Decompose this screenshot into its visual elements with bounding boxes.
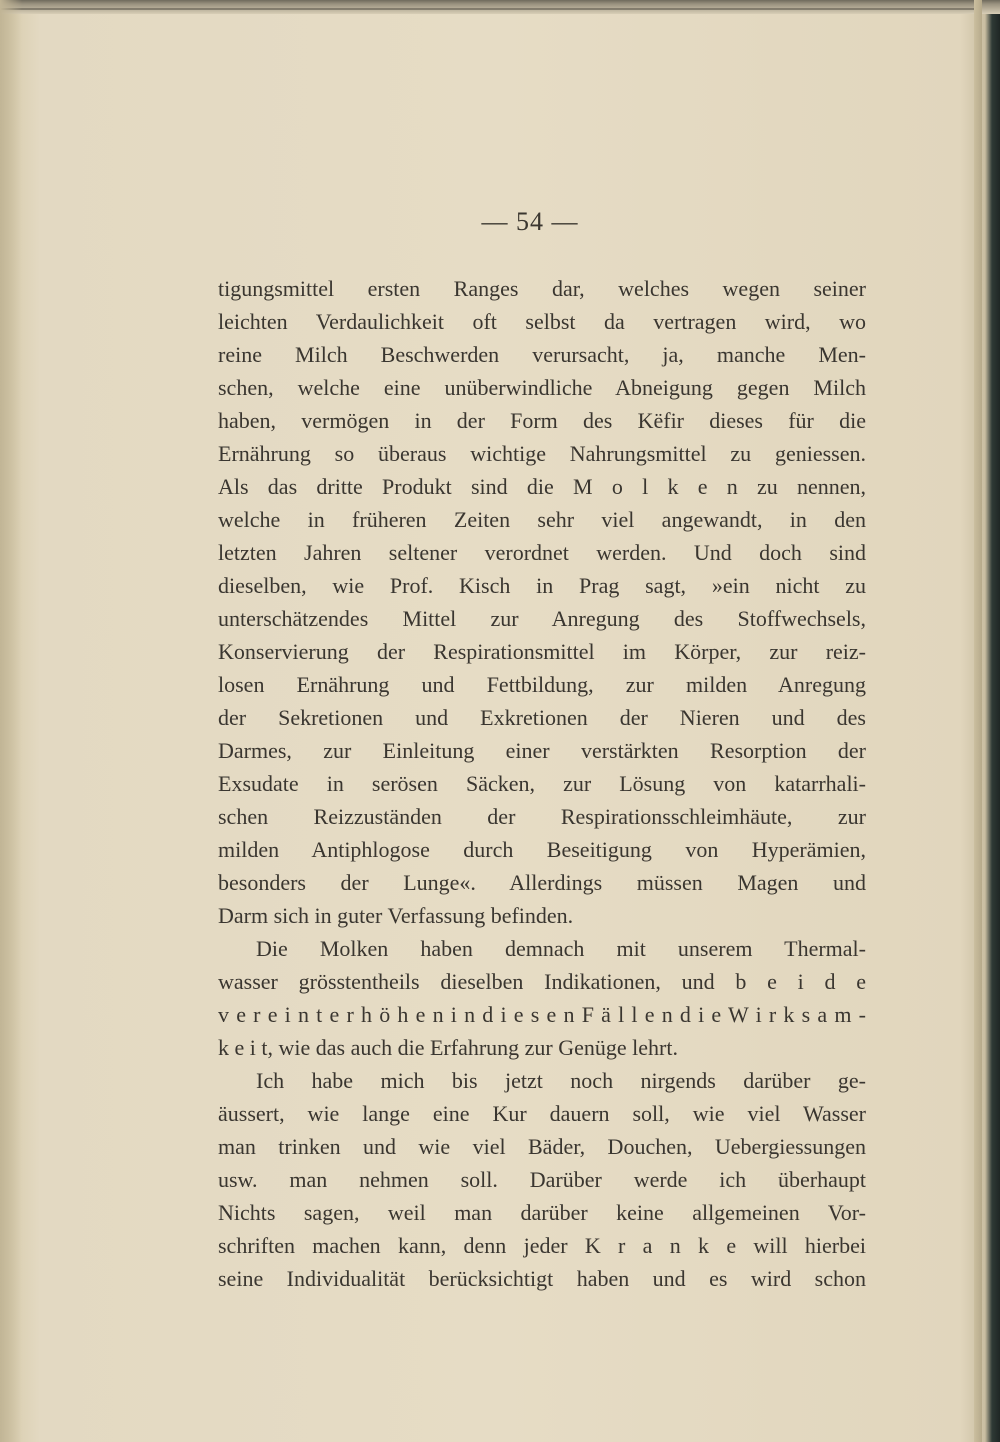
text-line: unterschätzendes Mittel zur Anregung des Stoffwechsels, [218,606,866,631]
text-line: usw. man nehmen soll. Darüber werde ich überhaupt [218,1167,866,1192]
text-line: Nichts sagen, weil man darüber keine allgemeinen Vor- [218,1200,866,1225]
text-line: v e r e i n t e r h ö h e n i n d i e s e n F ä l l e n d i e W i r k s a m - [218,1002,866,1027]
text-line: Konservierung der Respirationsmittel im Körper, zur reiz- [218,639,866,664]
page-number: — 54 — [481,207,579,236]
text-line: letzten Jahren seltener verordnet werden. Und doch sind [218,540,866,565]
top-rule-line [0,8,975,10]
text-line: schen, welche eine unüberwindliche Abneigung gegen Milch [218,375,866,400]
text-line: Als das dritte Produkt sind die M o l k e n zu nennen, [218,474,866,499]
page-right-edge [974,0,982,1442]
text-line: milden Antiphlogose durch Beseitigung von Hyperämien, [218,837,866,862]
text-line: man trinken und wie viel Bäder, Douchen, Uebergiessungen [218,1134,866,1159]
text-line: Darmes, zur Einleitung einer verstärkten Resorption der [218,738,866,763]
text-line: Darm sich in guter Verfassung befinden. [218,903,574,928]
text-line: reine Milch Beschwerden verursacht, ja, manche Men- [218,342,866,367]
text-line: Die Molken haben demnach mit unserem Thermal- [256,936,866,961]
body-text [218,272,866,1295]
text-line: dieselben, wie Prof. Kisch in Prag sagt, »ein nicht zu [218,573,866,598]
text-line: tigungsmittel ersten Ranges dar, welches wegen seiner [218,276,866,301]
text-line: Ernährung so überaus wichtige Nahrungsmittel zu geniessen. [218,441,866,466]
text-line: äussert, wie lange eine Kur dauern soll, wie viel Wasser [218,1101,866,1126]
gutter-shadow [0,0,22,1442]
text-line: seine Individualität berücksichtigt haben und es wird schon [218,1266,866,1291]
text-line: k e i t, wie das auch die Erfahrung zur Genüge lehrt. [218,1035,678,1060]
text-line: der Sekretionen und Exkretionen der Nieren und des [218,705,866,730]
text-line: welche in früheren Zeiten sehr viel angewandt, in den [218,507,866,532]
text-line: schen Reizzuständen der Respirationsschleimhäute, zur [218,804,866,829]
text-line: Exsudate in serösen Säcken, zur Lösung von katarrhali- [218,771,866,796]
page-top-edge [0,0,1000,14]
text-line: schriften machen kann, denn jeder K r a n k e will hierbei [218,1233,866,1258]
text-line: besonders der Lunge«. Allerdings müssen Magen und [218,870,866,895]
text-line: Ich habe mich bis jetzt noch nirgends darüber ge- [256,1068,866,1093]
text-line: losen Ernährung und Fettbildung, zur milden Anregung [218,672,866,697]
text-line: haben, vermögen in der Form des Këfir dieses für die [218,408,866,433]
text-line: leichten Verdaulichkeit oft selbst da vertragen wird, wo [218,309,866,334]
text-line: wasser grösstentheils dieselben Indikationen, und b e i d e [218,969,866,994]
